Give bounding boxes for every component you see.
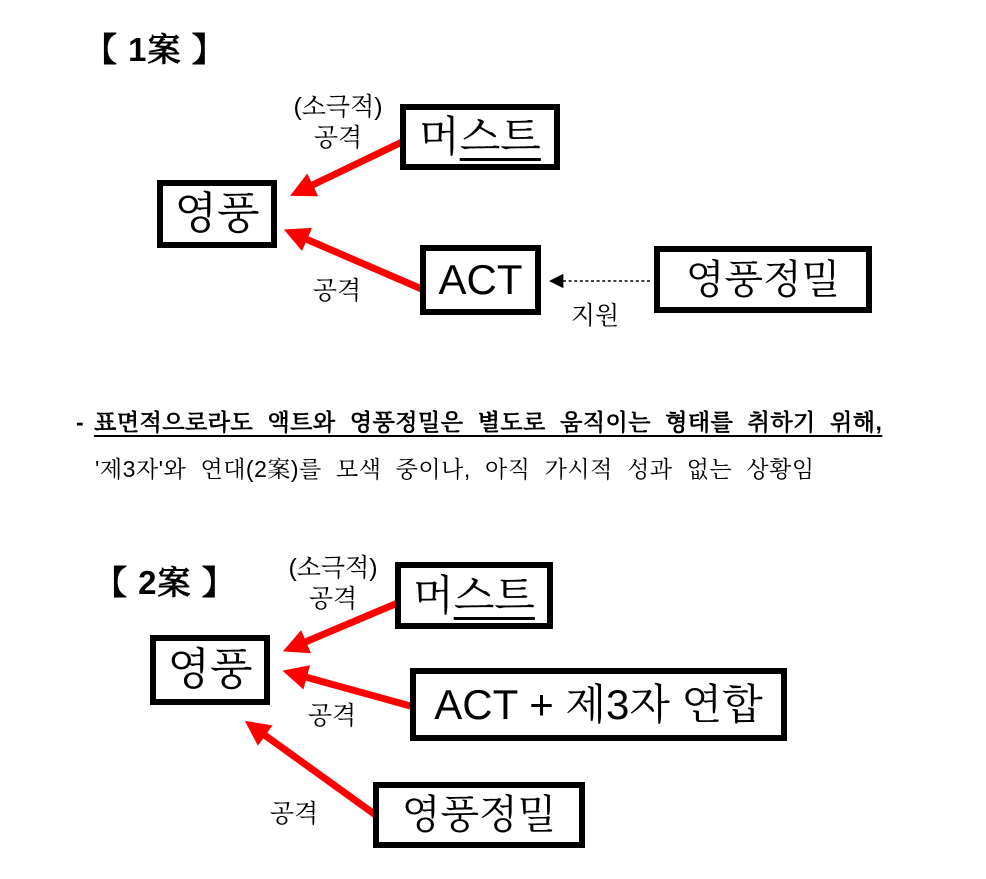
scheme2-box-yp-precision: [373, 782, 585, 848]
scheme1-box-musst-label-part2: 스트: [459, 113, 541, 160]
scheme2-attack-mid-label: 공격: [307, 702, 357, 730]
scheme1-box-yeongpoong-label: 영풍: [174, 189, 260, 238]
scheme2-attack-bottom-label: 공격: [269, 800, 319, 828]
scheme2-box-yeongpoong-label: 영풍: [167, 645, 253, 694]
scheme2-passive-attack-label: [276, 553, 390, 615]
note-line2-text: '제3자'와 연대(2案)를 모색 중이나, 아직 가시적 성과 없는 상황임: [95, 456, 815, 482]
scheme2-box-act-alliance: [410, 668, 787, 741]
scheme1-passive-attack-label: [281, 92, 395, 154]
scheme1-box-act-label: ACT: [438, 256, 523, 303]
scheme1-box-yeongpoong: [157, 180, 277, 248]
scheme2-box-musst: [395, 562, 553, 629]
scheme1-passive-attack-line1: (소극적): [293, 93, 383, 121]
scheme1-box-yp-precision: [654, 246, 872, 313]
note-line1-text: 표면적으로라도 액트와 영풍정밀은 별도로 움직이는 형태를 취하기 위해,: [94, 409, 883, 435]
note-line-1: [76, 404, 882, 437]
scheme1-box-act: [420, 245, 541, 315]
scheme2-box-act-alliance-label: ACT + 제3자 연합: [434, 680, 763, 728]
scheme1-passive-attack-line2: 공격: [313, 124, 363, 152]
scheme1-title: 【 1案 】: [84, 31, 226, 68]
scheme1-attack-label: 공격: [312, 277, 362, 305]
scheme1-box-yp-precision-label: 영풍정밀: [685, 257, 841, 302]
scheme1-box-musst: [400, 104, 560, 170]
note-bullet: -: [76, 409, 85, 435]
scheme2-passive-attack-line1: (소극적): [288, 554, 378, 582]
scheme2-title: 【 2案 】: [94, 564, 236, 601]
scheme1-support-label: 지원: [570, 302, 620, 330]
scheme2-box-yeongpoong: [150, 635, 270, 705]
scheme1-box-musst-label-part1: 머: [419, 113, 460, 160]
scheme2-box-musst-label-part2: 스트: [453, 571, 535, 619]
scheme2-box-yp-precision-label: 영풍정밀: [401, 793, 557, 837]
scheme2-box-musst-label-part1: 머: [413, 571, 454, 619]
scheme2-passive-attack-line2: 공격: [308, 585, 358, 613]
note-line-2: [95, 451, 815, 484]
